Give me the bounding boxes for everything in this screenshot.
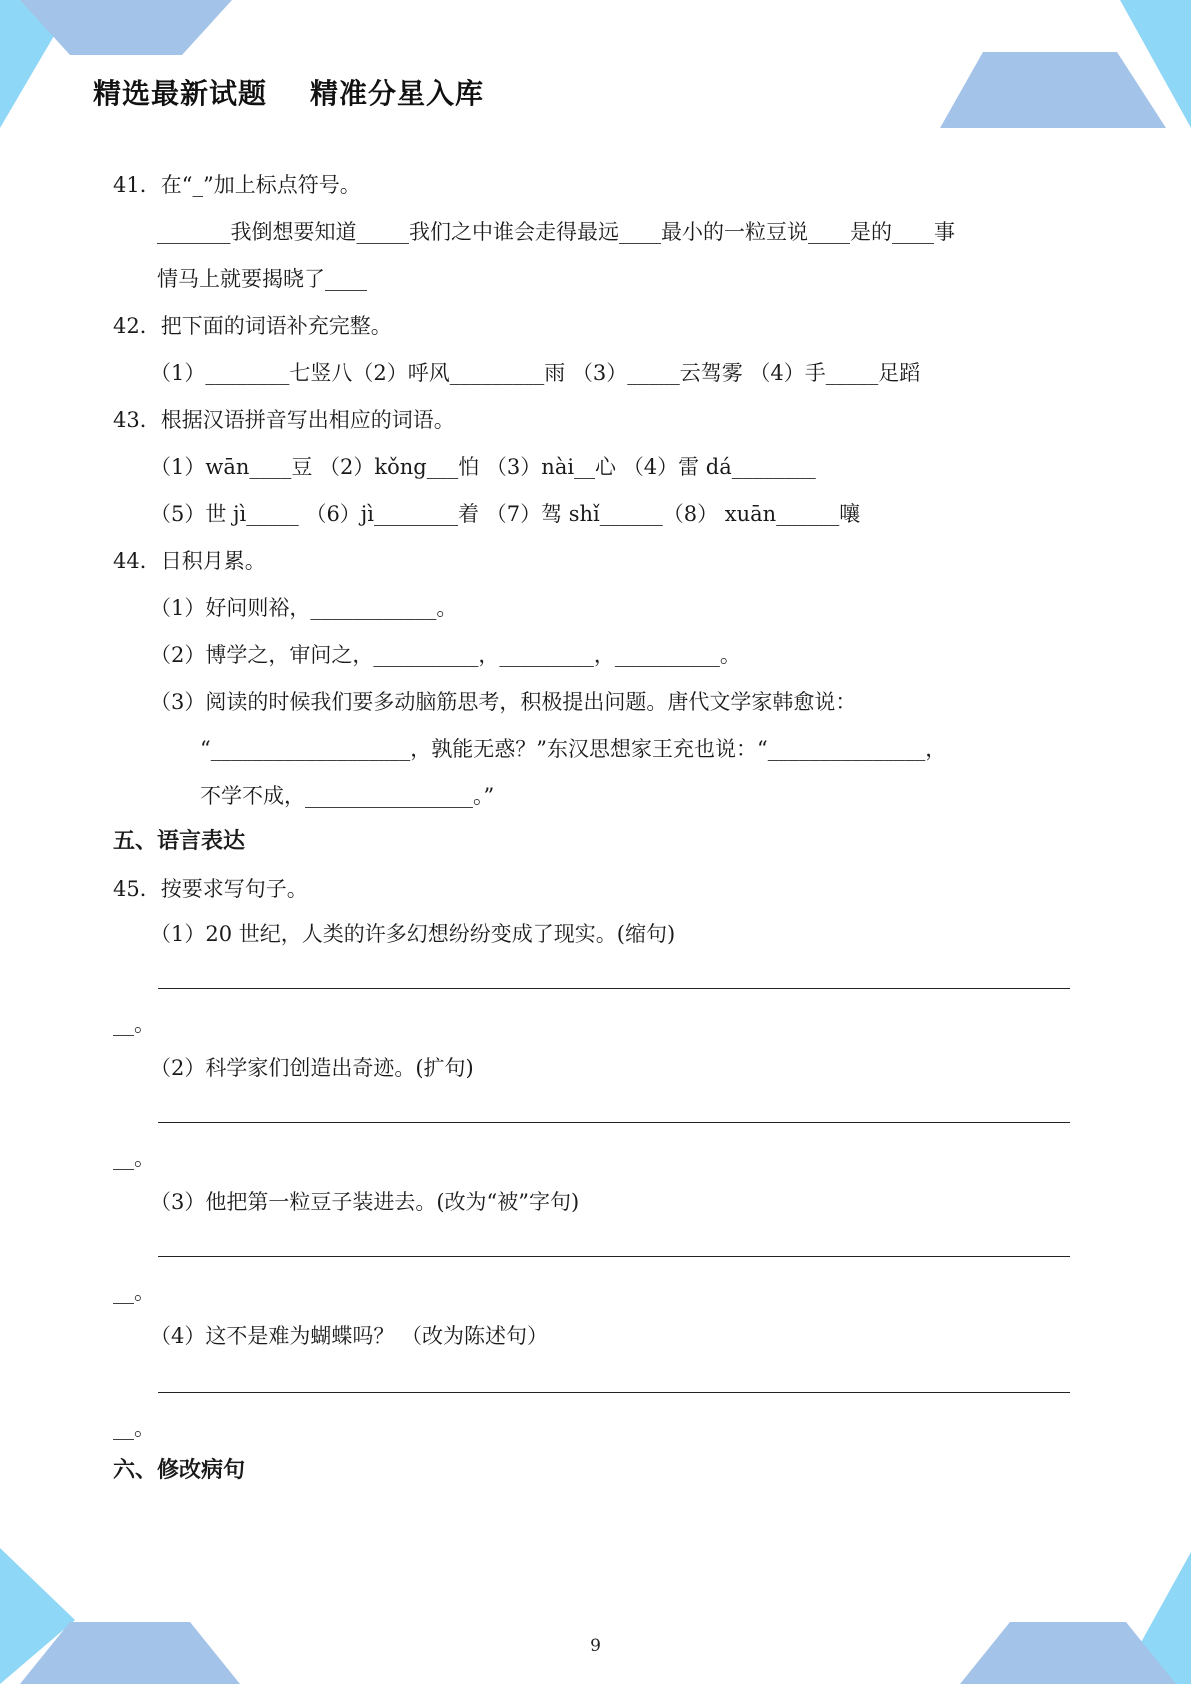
question-43-title: 43．根据汉语拼音写出相应的词语。 <box>113 408 455 432</box>
question-44-line: 不学不成，________________。” <box>200 784 495 808</box>
question-44-line: “___________________，孰能无惑？”东汉思想家王充也说：“_______________， <box>200 737 947 761</box>
question-41-title: 41．在“_”加上标点符号。 <box>113 173 361 197</box>
page-header-title: 精选最新试题 精准分星入库 <box>93 77 484 110</box>
question-45-item: （2）科学家们创造出奇迹。(扩句) <box>150 1056 474 1080</box>
question-41-line: _______我倒想要知道_____我们之中谁会走得最远____最小的一粒豆说____是的____事 <box>157 220 955 244</box>
page-number: 9 <box>590 1636 601 1656</box>
question-44-line: （1）好问则裕，____________。 <box>150 596 458 620</box>
question-45-item: （1）20 世纪，人类的许多幻想纷纷变成了现实。(缩句) <box>150 922 676 946</box>
section-5-heading: 五、语言表达 <box>113 829 246 854</box>
question-42-title: 42．把下面的词语补充完整。 <box>113 314 392 338</box>
answer-line-end: __。 <box>113 1280 155 1304</box>
question-45-item: （4）这不是难为蝴蝶吗？ （改为陈述句） <box>150 1324 549 1348</box>
question-44-line: （3）阅读的时候我们要多动脑筋思考，积极提出问题。唐代文学家韩愈说： <box>150 690 857 714</box>
question-43-line: （5）世 jì_____ （6）jì________着 （7）驾 shǐ______（8） xuān______嚷 <box>150 502 861 526</box>
question-43-line: （1）wān____豆 （2）kǒng___怕 （3）nài__心 （4）雷 dá________ <box>150 455 816 479</box>
question-41-line: 情马上就要揭晓了____ <box>157 267 367 291</box>
question-44-title: 44．日积月累。 <box>113 549 266 573</box>
section-6-heading: 六、修改病句 <box>113 1458 246 1483</box>
answer-line <box>158 1122 1070 1123</box>
question-42-line: （1）________七竖八（2）呼风_________雨 （3）_____云驾雾 （4）手_____足蹈 <box>150 361 921 385</box>
answer-line-end: __。 <box>113 1416 155 1440</box>
answer-line <box>158 1392 1070 1393</box>
question-44-line: （2）博学之，审问之，__________，_________，__________。 <box>150 643 741 667</box>
answer-line-end: __。 <box>113 1146 155 1170</box>
answer-line <box>158 988 1070 989</box>
question-45-item: （3）他把第一粒豆子装进去。(改为“被”字句) <box>150 1190 580 1214</box>
answer-line <box>158 1256 1070 1257</box>
answer-line-end: __。 <box>113 1012 155 1036</box>
question-45-title: 45．按要求写句子。 <box>113 877 308 901</box>
